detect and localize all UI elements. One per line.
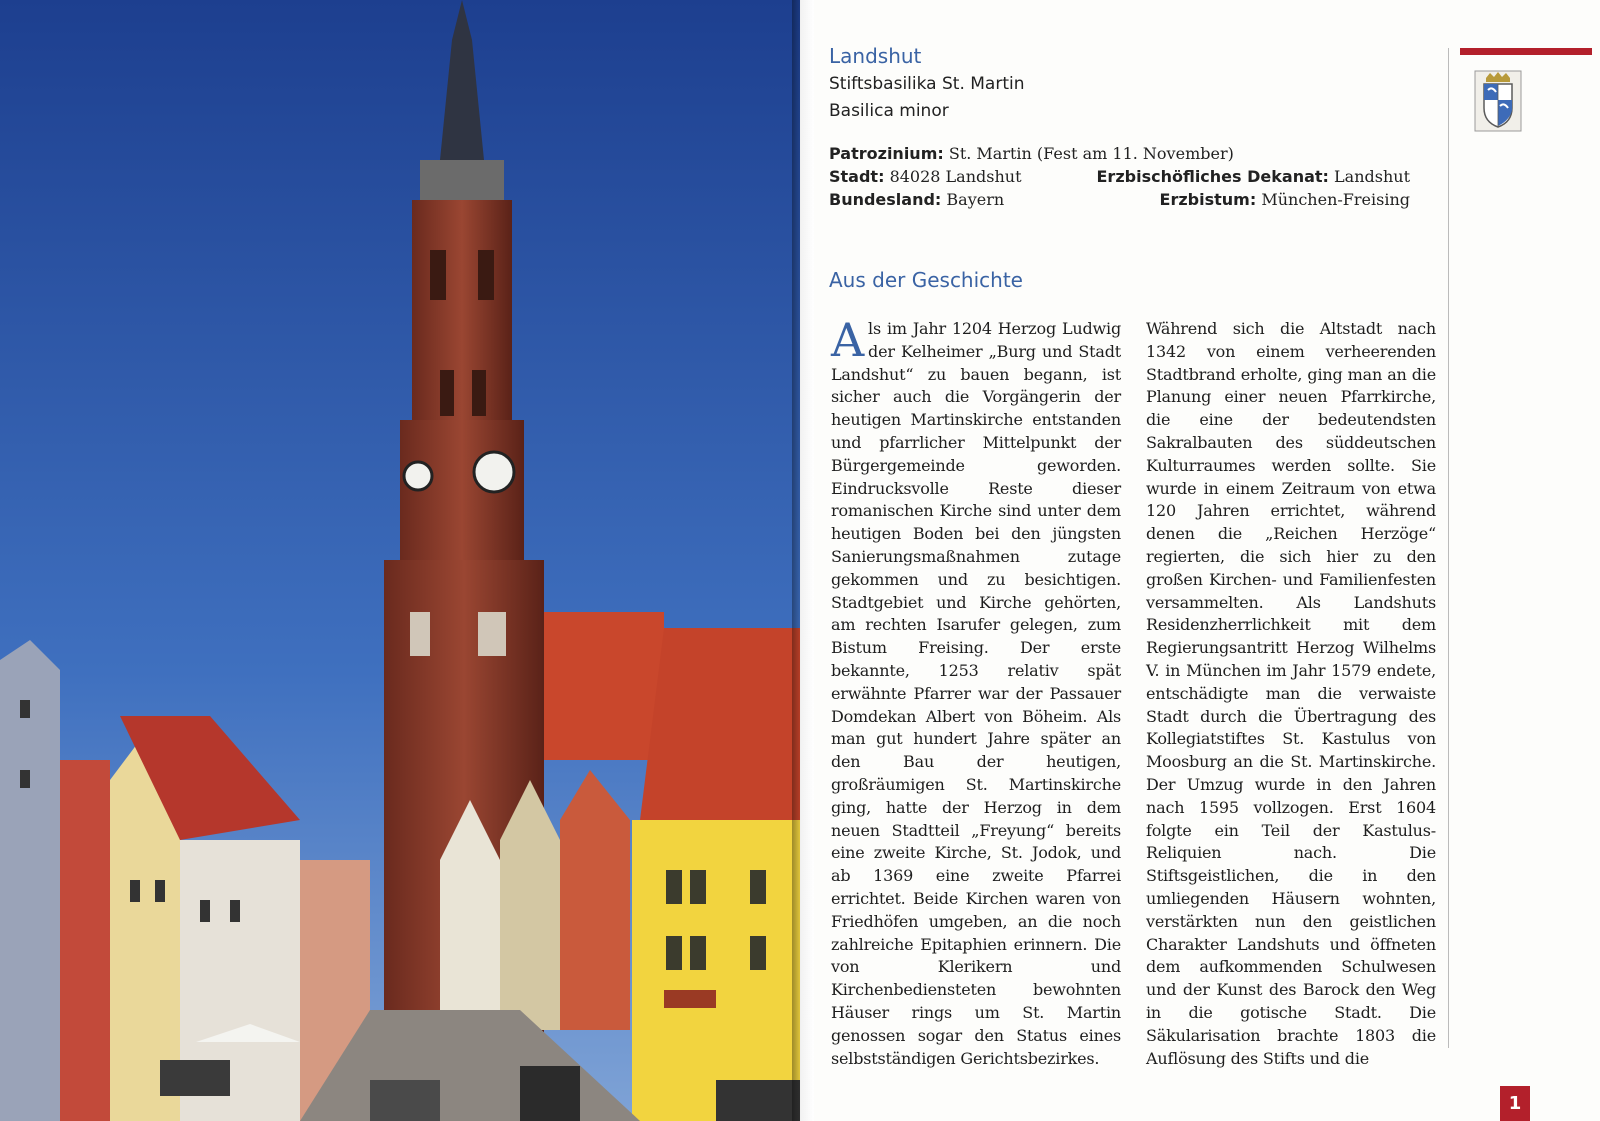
page-title: Landshut [829,44,922,68]
fact-bundesland [829,190,1004,209]
fact-label: Erzbischöfliches Dekanat: [1096,167,1329,186]
fact-value: 84028 Landshut [889,167,1022,186]
fact-value: München-Freising [1261,190,1410,209]
drop-cap: A [831,313,865,367]
fact-value: Bayern [946,190,1005,209]
vertical-divider [1448,48,1449,1048]
fact-label: Stadt: [829,167,885,186]
fact-patrozinium [829,144,1234,163]
fact-stadt [829,167,1022,186]
paragraph-right: Während sich die Altstadt nach 1342 von einem verheerenden Stadtbrand erholte, ging man an die Planung einer neuen Pfarrkirche, die eine der bedeutendsten Sakralbauten des süddeutschen Kulturraumes werden sollte. Sie wurde in einem Zeitraum von etwa 120 Jahren errichtet, während denen die „Reichen Herzöge“ regierten, die sich hier zu den großen Kirchen- und Familienfesten versammelten. Als Landshuts Residenzherrlichkeit mit dem Regierungsantritt Herzog Wilhelms V. in München im Jahr 1579 endete, entschädigte man die verwaiste Stadt durch die Übertragung des Kollegiatstiftes St. Kastulus von Moosburg an die St. Martinskirche. Der Umzug wurde in den Jahren nach 1595 vollzogen. Erst 1604 folgte ein Teil der Kastulus-Reliquien nach. Die Stiftsgeistlichen, die in den umliegenden Häusern wohnten, verstärkten nun den geistlichen Charakter Landshuts und öffneten dem aufkommenden Schulwesen und der Kunst des Barock den Weg in die gotische Stadt. Die Säkularisation brachte 1803 die Auflösung des Stifts und die [1146,319,1436,1068]
fact-erzbistum [1160,190,1410,209]
text-column-left [831,313,1121,1070]
book-spine-shadow [792,0,814,1121]
fact-value: St. Martin (Fest am 11. November) [948,144,1234,163]
text-page [814,0,1600,1121]
subtitle-basilica-minor: Basilica minor [829,101,949,121]
text-column-right [1146,318,1436,1070]
page-number: 1 [1500,1086,1530,1121]
fact-label: Bundesland: [829,190,942,209]
paragraph-left: ls im Jahr 1204 Herzog Ludwig der Kelheimer „Burg und Stadt Landshut“ zu bauen begann, ist sicher auch die Vorgängerin der heutigen Martinskirche entstanden und pfarrlicher Mittelpunkt der Bürgergemeinde geworden. Eindrucksvolle Reste dieser romanischen Kirche sind unter dem heutigen Boden bei den jüngsten Sanierungsmaßnahmen zutage gekommen und zu besichtigen. Stadtgebiet und Kirche gehörten, am rechten Isarufer gelegen, zum Bistum Freising. Der erste bekannte, 1253 relativ spät erwähnte Pfarrer war der Passauer Domdekan Albert von Böheim. Als man gut hundert Jahre später an den Bau der heutigen, großräumigen St. Martinskirche ging, hatte der Herzog in dem neuen Stadtteil „Freyung“ bereits eine zweite Kirche, St. Jodok, und ab 1369 eine zweite Pfarrei errichtet. Beide Kirchen waren von Friedhöfen umgeben, an die noch zahlreiche Epitaphien erinnern. Die von Klerikern und Kirchenbediensteten bewohnten Häuser rings um St. Martin genossen sogar den Status eines selbstständigen Gerichtsbezirkes. [831,319,1121,1068]
fact-value: Landshut [1334,167,1410,186]
red-accent-bar [1460,48,1592,55]
fact-label: Erzbistum: [1159,190,1257,209]
section-heading: Aus der Geschichte [829,268,1023,292]
fact-label: Patrozinium: [829,144,944,163]
coat-of-arms-icon [1474,70,1522,132]
subtitle-basilica: Stiftsbasilika St. Martin [829,74,1025,94]
fact-dekanat [1097,167,1411,186]
